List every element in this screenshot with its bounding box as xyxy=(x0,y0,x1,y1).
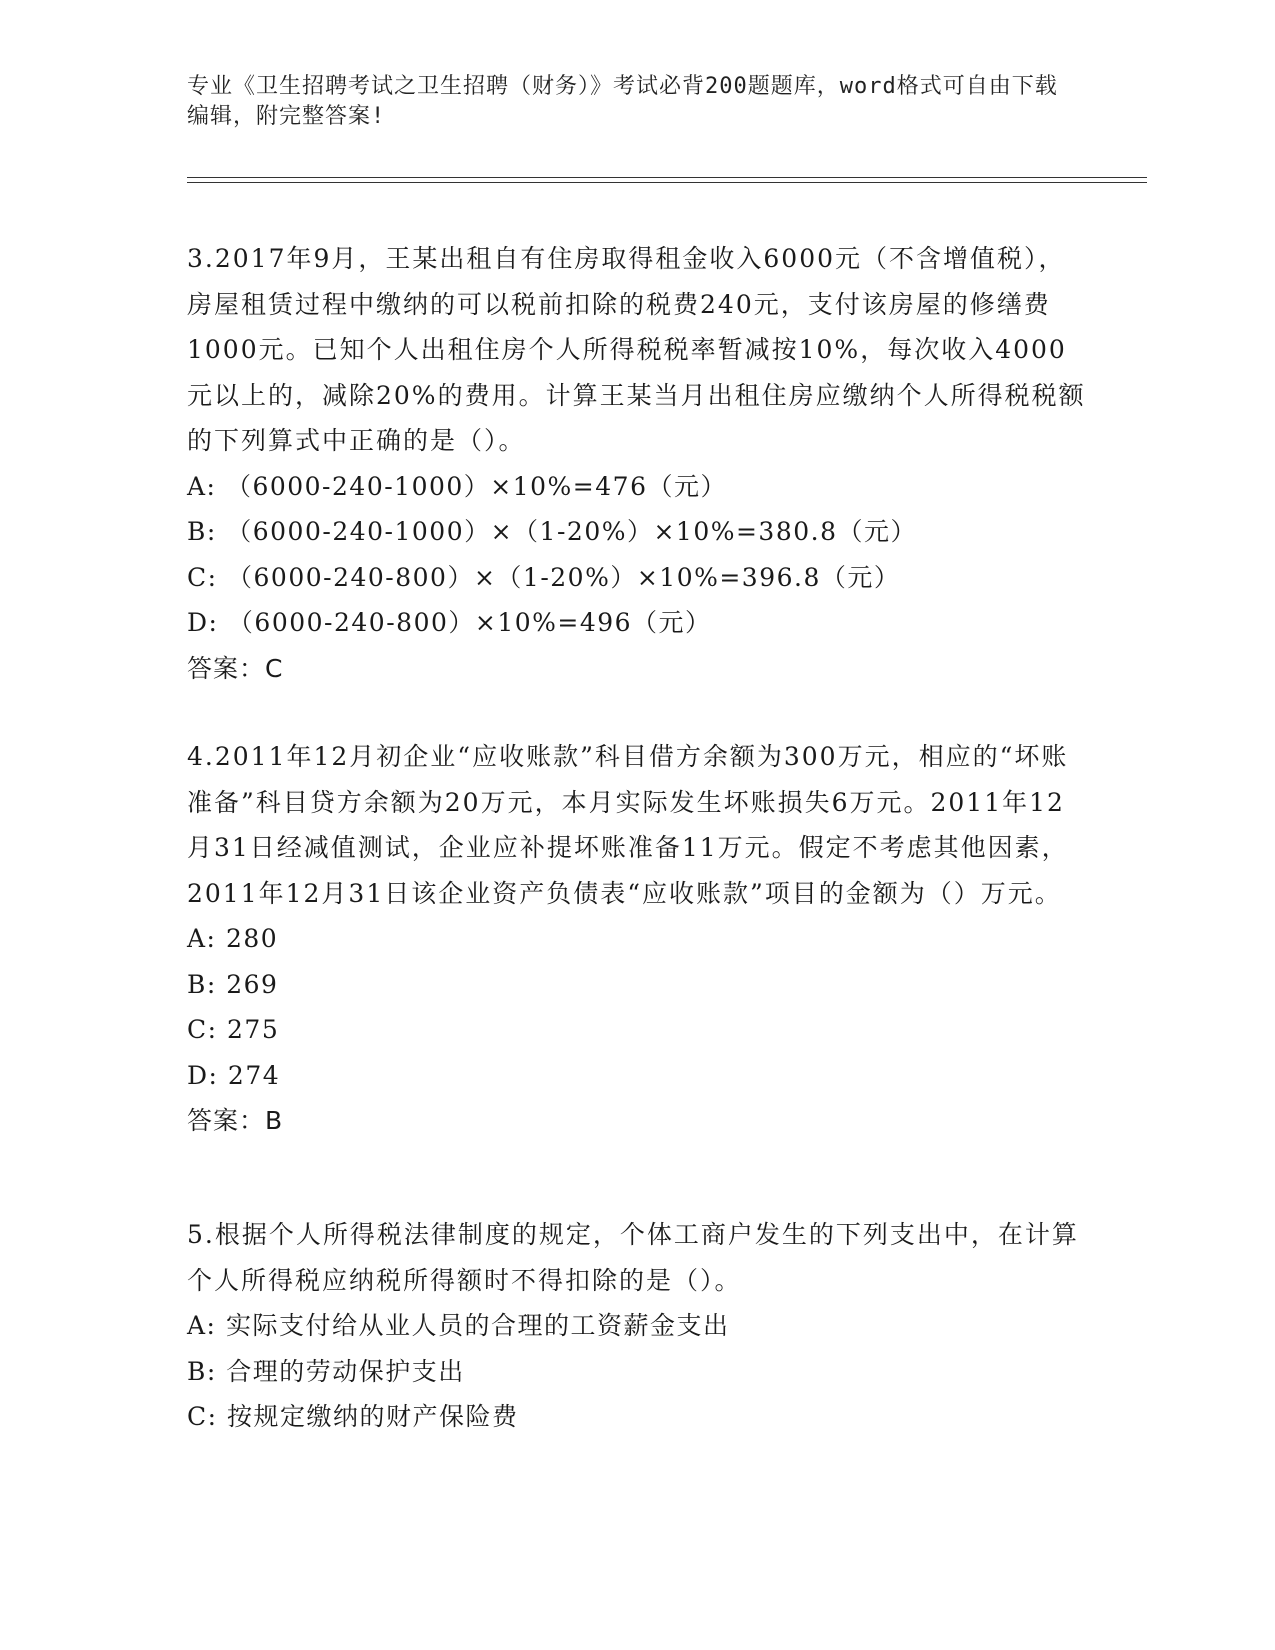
answer-line: 答案：B xyxy=(187,1106,284,1135)
question-4 xyxy=(187,734,1087,1144)
option-b xyxy=(187,962,1087,1008)
option-text: （6000-240-1000）×10%=476（元） xyxy=(225,471,727,501)
header-divider-second xyxy=(187,182,1147,183)
question-stem: 5.根据个人所得税法律制度的规定，个体工商户发生的下列支出中，在计算个人所得税应纳税所得额时不得扣除的是（）。 xyxy=(187,1220,1079,1295)
option-label: C: xyxy=(187,562,218,592)
option-text: 274 xyxy=(227,1060,281,1090)
question-3 xyxy=(187,236,1087,691)
answer-line: 答案：C xyxy=(187,653,284,683)
option-label: D: xyxy=(187,608,219,637)
option-c xyxy=(187,1394,1087,1440)
option-text: 269 xyxy=(226,969,279,999)
option-label: B: xyxy=(187,517,217,546)
option-b xyxy=(187,1349,1087,1395)
option-d xyxy=(187,600,1087,646)
option-text: （6000-240-800）×（1-20%）×10%=396.8（元） xyxy=(227,562,901,592)
option-text: （6000-240-1000）×（1-20%）×10%=380.8（元） xyxy=(226,517,918,546)
option-label: A: xyxy=(187,1311,217,1340)
question-stem: 3.2017年9月，王某出租自有住房取得租金收入6000元（不含增值税），房屋租赁过程中缴纳的可以税前扣除的税费240元，支付该房屋的修缮费1000元。已知个人出租住房个人所得税税率暂减按10%，每次收入4000元以上的，减除20%的费用。计算王某当月出租住房应缴纳个人所得税税额的下列算式中正确的是（）。 xyxy=(187,244,1086,455)
option-label: A: xyxy=(187,924,217,953)
option-label: C: xyxy=(187,1402,218,1431)
header-divider xyxy=(187,177,1147,178)
option-label: B: xyxy=(187,1356,217,1386)
question-5 xyxy=(187,1212,1087,1440)
option-text: 合理的劳动保护支出 xyxy=(226,1356,465,1386)
option-b xyxy=(187,509,1087,555)
option-text: 按规定缴纳的财产保险费 xyxy=(227,1402,519,1431)
option-d xyxy=(187,1053,1087,1099)
document-header: 专业《卫生招聘考试之卫生招聘（财务）》考试必背200题题库，word格式可自由下载编辑，附完整答案! xyxy=(187,74,1058,129)
option-a xyxy=(187,464,1087,510)
option-text: 280 xyxy=(225,924,279,953)
option-c xyxy=(187,555,1087,601)
option-label: D: xyxy=(187,1060,219,1090)
option-text: 实际支付给从业人员的合理的工资薪金支出 xyxy=(225,1311,730,1340)
option-label: A: xyxy=(187,471,217,501)
option-text: 275 xyxy=(227,1015,280,1044)
option-a xyxy=(187,1303,1087,1349)
option-label: C: xyxy=(187,1015,218,1044)
option-c xyxy=(187,1007,1087,1053)
option-text: （6000-240-800）×10%=496（元） xyxy=(227,608,712,637)
question-stem: 4.2011年12月初企业“应收账款”科目借方余额为300万元，相应的“坏账准备”科目贷方余额为20万元，本月实际发生坏账损失6万元。2011年12月31日经减值测试，企业应补提坏账准备11万元。假定不考虑其他因素，2011年12月31日该企业资产负债表“应收账款”项目的金额为（）万元。 xyxy=(187,742,1069,908)
option-label: B: xyxy=(187,969,217,999)
option-a xyxy=(187,916,1087,962)
